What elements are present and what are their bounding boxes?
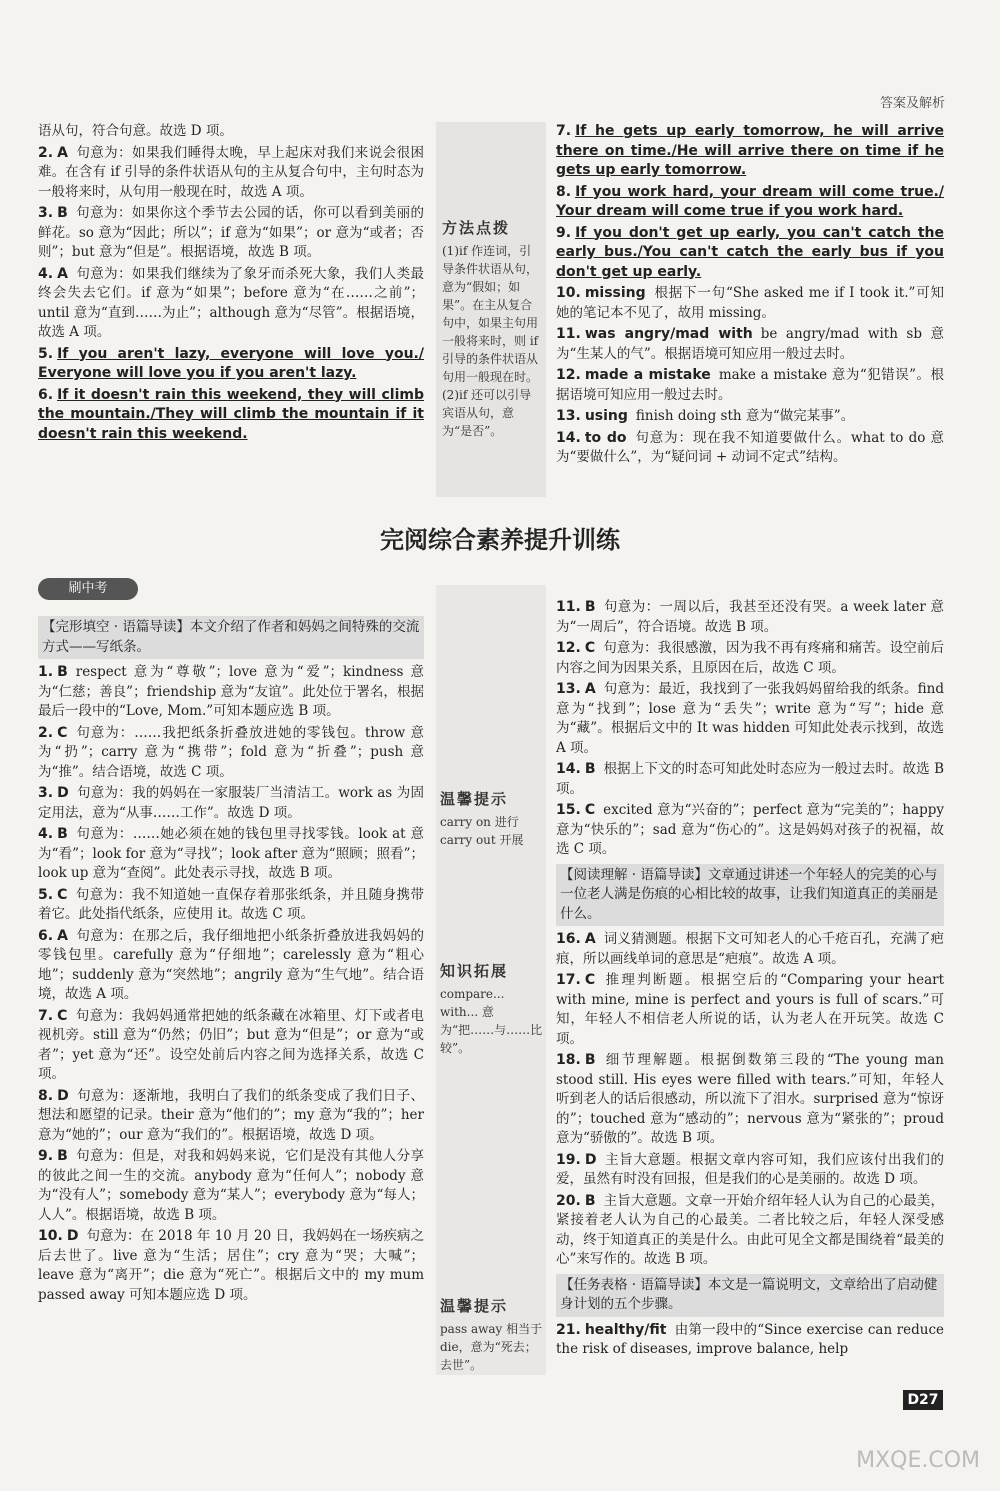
answer-item	[556, 760, 944, 799]
item-number: 7.	[556, 123, 572, 139]
item-answer: missing	[584, 285, 646, 301]
answer-item	[556, 639, 944, 678]
answer-item	[556, 122, 944, 181]
item-explanation: make a mistake 意为“犯错误”。根据语境可知应用一般过去时。	[556, 367, 944, 403]
item-number: 16.	[556, 931, 581, 947]
tip-method-title: 方法点拨	[442, 219, 511, 237]
tip-warm-1-box	[440, 788, 544, 849]
item-number: 18.	[556, 1052, 581, 1068]
item-answer: B	[584, 599, 596, 615]
item-answer-sentence: If you don't get up early, you can't catch the early bus./You can't catch the early bus if you don't get up early.	[556, 224, 944, 280]
item-answer: D	[57, 1087, 69, 1104]
header-title: 答案及解析	[879, 96, 945, 111]
answer-item	[38, 825, 424, 884]
item-explanation: 句意为：但是，对我和妈妈来说，它们是没有其他人分享的彼此之间一生的交流。anybody 意为“任何人”；nobody 意为“没有人”；somebody 意为“某人”；everybody 意为“每人；人人”。根据语境，故选 B 项。	[38, 1148, 424, 1223]
item-explanation: 句意为：最近，我找到了一张我妈妈留给我的纸条。find 意为“找到”；lose 意为“丢失”；write 意为“写”；hide 意为“藏”。根据后文中的 It was hidden 可知此处表示找到，故选 A 项。	[556, 681, 944, 756]
top-right-column	[556, 122, 944, 502]
item-answer: to do	[584, 429, 627, 446]
answer-item	[556, 407, 944, 427]
item-number: 8.	[556, 183, 572, 200]
item-explanation: 句意为：我很感激，因为我不再有疼痛和痛苦。设空前后内容之间为因果关系，且原因在后，故选 C 项。	[556, 640, 944, 676]
answer-item	[38, 1147, 424, 1225]
item-answer: D	[584, 1151, 597, 1168]
item-number: 12.	[556, 640, 581, 656]
answer-item	[38, 204, 424, 263]
tip-warm-2-text: pass away 相当于 die，意为“死去；去世”。	[440, 1322, 543, 1372]
item-explanation: 句意为：一周以后，我甚至还没有哭。a week later 意为“一周后”，符合语境。故选 B 项。	[556, 599, 944, 635]
item-explanation: 根据下一句“She asked me if I took it.”可知她的笔记本不见了，故用 missing。	[556, 285, 944, 321]
item-answer: B	[57, 664, 68, 680]
item-explanation: 句意为：在 2018 年 10 月 20 日，我妈妈在一场疾病之后去世了。live 意为“生活；居住”；cry 意为“哭；大喊”；leave 意为“离开”；die 意为“死亡”。根据后文中的 my mum passed away 可知本题应选 D 项。	[38, 1228, 424, 1303]
answer-item	[556, 183, 944, 222]
item-explanation: respect 意为“尊敬”；love 意为“爱”；kindness 意为“仁慈；善良”；friendship 意为“友谊”。此处位于署名，根据最后一段中的“Love, Mom.”可知本题应选 B 项。	[38, 664, 424, 719]
item-answer-sentence: If it doesn't rain this weekend, they will climb the mountain./They will climb the mountain if it doesn't rain this weekend.	[38, 386, 424, 442]
tip-method	[436, 122, 546, 497]
bottom-right-column	[556, 598, 944, 1383]
item-number: 13.	[556, 408, 581, 424]
item-number: 2.	[38, 144, 54, 161]
item-answer-sentence: If you aren't lazy, everyone will love you./ Everyone will love you if you aren't lazy.	[38, 345, 424, 381]
answer-item	[38, 1227, 424, 1305]
tip-knowledge-title: 知识拓展	[440, 962, 509, 980]
item-answer: C	[57, 724, 68, 741]
item-explanation: 推理判断题。根据空后的“Comparing your heart with mine, mine is perfect and yours is full of scars.”可知，年轻人不相信老人所说的话，认为老人在开玩笑。故选 C 项。	[556, 972, 944, 1047]
item-explanation: 词义猜测题。根据下文可知老人的心千疮百孔，充满了疤痕，所以画线单词的意思是“疤痕”。故选 A 项。	[556, 931, 944, 967]
item-number: 6.	[38, 927, 54, 944]
item-explanation: 主旨大意题。根据文章内容可知，我们应该付出我们的爱，虽然有时没有回报，但是我们的心是美丽的。故选 D 项。	[556, 1151, 944, 1187]
item-number: 13.	[556, 681, 581, 697]
item-explanation: 句意为：我的妈妈在一家服装厂当清洁工。work as 为固定用法，意为“从事……工作”。故选 D 项。	[38, 785, 424, 821]
item-answer-sentence: If he gets up early tomorrow, he will arrive there on time./He will arrive there on time if he gets up early tomorrow.	[556, 123, 944, 178]
item-answer: A	[57, 144, 68, 161]
tip-warm-2-title: 温馨提示	[440, 1297, 509, 1315]
item-answer: A	[584, 931, 596, 947]
answer-item	[556, 429, 944, 468]
answer-item	[556, 366, 944, 405]
item-answer-sentence: If you work hard, your dream will come true./ Your dream will come true if you work hard.	[556, 183, 944, 219]
item-number: 11.	[556, 326, 581, 342]
item-number: 4.	[38, 265, 54, 282]
item-number: 7.	[38, 1007, 54, 1024]
item-explanation: 细节理解题。根据倒数第三段的“The young man stood still. His eyes were filled with tears.”可知，年轻人听到老人的话后很感动，所以流下了泪水。surprised 意为“惊讶的”；touched 意为“感动的”；nervous 意为“紧张的”；proud 意为“骄傲的”。故选 B 项。	[556, 1052, 944, 1146]
item-number: 20.	[556, 1192, 581, 1209]
section-lead: 【完形填空 · 语篇导读】本文介绍了作者和妈妈之间特殊的交流方式——写纸条。	[38, 616, 424, 659]
item-number: 3.	[38, 785, 54, 801]
section-title: 完阅综合素养提升训练	[380, 526, 620, 554]
answer-item	[556, 598, 944, 637]
tip-warm-1-title: 温馨提示	[440, 790, 509, 808]
item-number: 5.	[38, 345, 54, 362]
item-explanation: 由第一段中的“Since exercise can reduce the risk of diseases, improve balance, help	[556, 1321, 944, 1357]
page-number: D27	[903, 1390, 943, 1410]
answer-item	[556, 930, 944, 969]
answer-item	[38, 386, 424, 445]
answer-item	[556, 284, 944, 323]
item-explanation: 句意为：……她必须在她的钱包里寻找零钱。look at 意为“看”；look for 意为“寻找”；look after 意为“照顾；照看”；look up 意为“查阅”。此处表示寻找，故选 B 项。	[38, 826, 424, 881]
section-lead: 【任务表格 · 语篇导读】本文是一篇说明文，文章给出了启动健身计划的五个步骤。	[556, 1274, 944, 1317]
item-number: 10.	[38, 1228, 63, 1244]
item-answer: B	[57, 205, 68, 221]
item-number: 9.	[38, 1148, 54, 1164]
item-answer: B	[584, 1052, 596, 1068]
item-number: 6.	[38, 386, 54, 403]
answer-item	[38, 886, 424, 925]
answer-item	[38, 265, 424, 343]
answer-item	[556, 971, 944, 1049]
answer-item	[556, 1192, 944, 1270]
tip-method-text: (1)if 作连词，引导条件状语从句，意为“假如；如果”。在主从复合句中，如果主句用一般将来时，则 if 引导的条件状语从句用一般现在时。(2)if 还可以引导宾语从句，意为“是否”。	[442, 244, 539, 438]
item-number: 17.	[556, 972, 581, 988]
item-answer: using	[584, 408, 628, 424]
section-lead: 【阅读理解 · 语篇导读】文章通过讲述一个年轻人的完美的心与一位老人满是伤痕的心相比较的故事，让我们知道真正的美丽是什么。	[556, 864, 944, 927]
item-number: 8.	[38, 1087, 54, 1104]
item-explanation: be angry/mad with sb 意为“生某人的气”。根据语境可知应用一般过去时。	[556, 326, 944, 362]
item-answer: C	[584, 972, 596, 988]
item-answer: B	[584, 761, 596, 777]
answer-item	[38, 784, 424, 823]
item-number: 3.	[38, 205, 54, 221]
item-number: 14.	[556, 429, 581, 446]
answer-item	[556, 325, 944, 364]
item-number: 21.	[556, 1321, 581, 1338]
item-number: 19.	[556, 1151, 581, 1168]
top-left-column	[38, 122, 424, 502]
item-explanation: finish doing sth 意为“做完某事”。	[635, 408, 855, 424]
answer-item	[556, 224, 944, 283]
answer-item	[556, 1151, 944, 1190]
item-explanation: 根据上下文的时态可知此处时态应为一般过去时。故选 B 项。	[556, 761, 944, 797]
tip-warm-2-box	[440, 1295, 544, 1374]
item-explanation: 句意为：如果你这个季节去公园的话，你可以看到美丽的鲜花。so 意为“因此；所以”；if 意为“如果”；or 意为“或者；否则”；but 意为“但是”。根据语境，故选 B 项。	[38, 205, 424, 260]
item-explanation: 句意为：逐渐地，我明白了我们的纸条变成了我们日子、想法和愿望的记录。their 意为“他们的”；my 意为“我的”；her 意为“她的”；our 意为“我们的”。根据语境，故选 D 项。	[38, 1087, 424, 1143]
answer-item	[38, 663, 424, 722]
answer-item	[556, 680, 944, 758]
answer-item	[38, 345, 424, 384]
watermark: MXQE.COM	[856, 1448, 980, 1473]
logo-badge: 刷中考	[38, 578, 138, 600]
answer-item	[38, 144, 424, 203]
answer-item	[38, 724, 424, 783]
item-answer: healthy/fit	[584, 1321, 667, 1338]
answer-item	[556, 1321, 944, 1360]
item-explanation: 句意为：现在我不知道要做什么。what to do 意为“要做什么”，为“疑问词 + 动词不定式”结构。	[556, 429, 944, 465]
tip-knowledge-box	[440, 960, 544, 1057]
answer-item	[38, 122, 424, 142]
tip-warm-1-text: carry on 进行 carry out 开展	[440, 815, 524, 847]
tip-knowledge-text: compare... with... 意为“把……与……比较”。	[440, 987, 543, 1055]
item-answer: D	[57, 785, 69, 801]
item-number: 4.	[38, 826, 54, 842]
answer-item	[38, 1087, 424, 1146]
item-explanation: excited 意为“兴奋的”；perfect 意为“完美的”；happy 意为“快乐的”；sad 意为“伤心的”。这是妈妈对孩子的祝福，故选 C 项。	[556, 802, 944, 857]
item-explanation: 句意为：我不知道她一直保存着那张纸条，并且随身携带着它。此处指代纸条，应使用 it。故选 C 项。	[38, 886, 424, 922]
item-explanation: 句意为：我妈妈通常把她的纸条藏在冰箱里、灯下或者电视机旁。still 意为“仍然；仍旧”；but 意为“但是”；or 意为“或者”；yet 意为“还”。设空处前后内容之间为选择关系，故选 C 项。	[38, 1007, 424, 1082]
item-explanation: 语从句，符合句意。故选 D 项。	[38, 123, 233, 139]
item-explanation: 句意为：如果我们睡得太晚，早上起床对我们来说会很困难。在含有 if 引导的条件状语从句的主从复合句中，主句时态为一般将来时，从句用一般现在时，故选 A 项。	[38, 144, 424, 200]
item-answer: A	[584, 681, 596, 697]
item-explanation: 句意为：如果我们继续为了象牙而杀死大象，我们人类最终会失去它们。if 意为“如果”；before 意为“在……之前”；until 意为“直到……为止”；although 意为“尽管”。根据语境，故选 A 项。	[38, 265, 424, 340]
item-answer: made a mistake	[584, 367, 711, 383]
item-number: 11.	[556, 599, 581, 615]
item-answer: B	[57, 1148, 68, 1164]
item-number: 10.	[556, 285, 581, 301]
item-explanation: 句意为：……我把纸条折叠放进她的零钱包。throw 意为“扔”；carry 意为“携带”；fold 意为“折叠”；push 意为“推”。结合语境，故选 C 项。	[38, 724, 424, 780]
item-number: 2.	[38, 724, 54, 741]
item-answer: A	[57, 265, 68, 282]
answer-item	[38, 927, 424, 1005]
item-number: 1.	[38, 664, 54, 680]
answer-item	[556, 801, 944, 860]
bottom-left-column	[38, 612, 424, 1382]
item-number: 14.	[556, 761, 581, 777]
item-answer: B	[584, 1192, 596, 1209]
item-answer: C	[57, 1007, 68, 1024]
item-explanation: 主旨大意题。文章一开始介绍年轻人认为自己的心最美，紧接着老人认为自己的心最美。二者比较之后，年轻人深受感动，终于知道真正的美是什么。由此可见全文都是围绕着“最美的心”来写作的。故选 B 项。	[556, 1192, 944, 1267]
item-answer: C	[584, 802, 596, 818]
item-number: 9.	[556, 224, 572, 241]
item-answer: D	[66, 1228, 79, 1244]
answer-item	[38, 1007, 424, 1085]
answer-item	[556, 1051, 944, 1149]
item-answer: A	[57, 927, 68, 944]
item-number: 5.	[38, 886, 54, 903]
item-answer: was angry/mad with	[584, 326, 753, 342]
item-answer: C	[57, 886, 68, 903]
item-explanation: 句意为：在那之后，我仔细地把小纸条折叠放进我妈妈的零钱包里。carefully 意为“仔细地”；carelessly 意为“粗心地”；suddenly 意为“突然地”；angrily 意为“生气地”。结合语境，故选 A 项。	[38, 927, 424, 1002]
item-answer: C	[584, 640, 596, 656]
item-number: 12.	[556, 367, 581, 383]
item-answer: B	[57, 826, 68, 842]
item-number: 15.	[556, 802, 581, 818]
